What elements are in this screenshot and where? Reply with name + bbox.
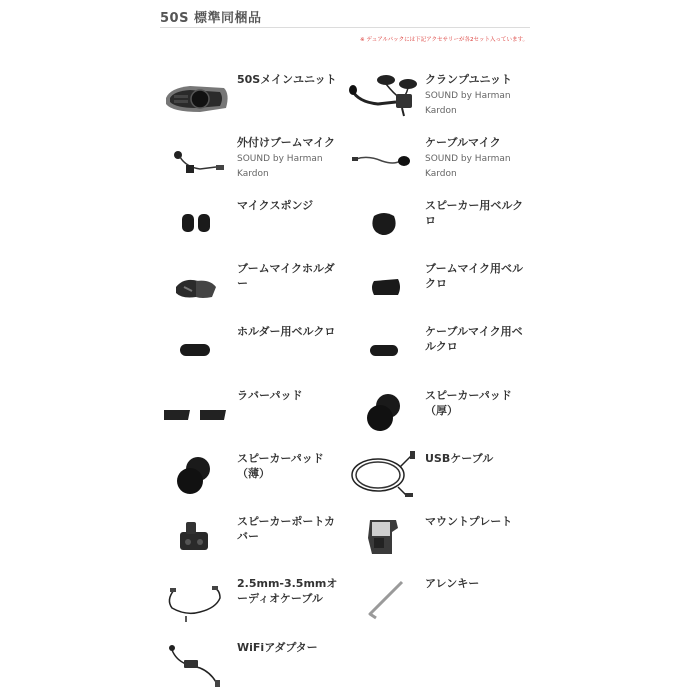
rubber-pad-icon: [160, 384, 232, 446]
item-speaker-pad-thick: [348, 384, 538, 446]
item-name: 外付けブームマイク: [237, 136, 336, 149]
item-rubber-pad: [160, 384, 350, 446]
item-main-unit: [160, 68, 350, 130]
title-divider: [160, 27, 530, 28]
cable-mic-icon: [348, 131, 420, 193]
item-cable-mic-velcro: [348, 320, 538, 382]
item-name: マウントプレート: [425, 515, 513, 528]
item-name: ブームマイクホルダー: [237, 262, 335, 290]
item-audio-cable: [160, 572, 350, 634]
item-cable-mic: [348, 131, 538, 193]
item-name: スピーカーポートカバー: [237, 515, 336, 543]
item-name: ホルダー用ベルクロ: [237, 325, 336, 338]
item-boom-mic-velcro: [348, 257, 538, 319]
audio-cable-icon: [160, 572, 232, 634]
page-title: 50S 標準同梱品: [160, 11, 262, 26]
item-wifi-adapter: [160, 636, 350, 698]
item-name: ブームマイク用ベルクロ: [425, 262, 524, 290]
item-mic-sponge: [160, 194, 350, 256]
speaker-pad-thick-icon: [348, 384, 420, 446]
boom-mic-velcro-icon: [348, 257, 420, 319]
item-name: スピーカーパッド（厚）: [425, 389, 512, 417]
mic-sponge-icon: [160, 194, 232, 256]
item-usb-cable: [348, 447, 538, 509]
item-name: ケーブルマイク: [425, 136, 501, 149]
item-boom-mic-holder: [160, 257, 350, 319]
main-unit-icon: [160, 68, 232, 130]
clamp-unit-icon: [348, 68, 420, 130]
speaker-velcro-icon: [348, 194, 420, 256]
cable-mic-velcro-icon: [348, 320, 420, 382]
item-name: マイクスポンジ: [237, 199, 314, 212]
item-boom-mic: [160, 131, 350, 193]
item-mount-plate: [348, 510, 538, 572]
speaker-pad-thin-icon: [160, 447, 232, 509]
allen-key-icon: [348, 572, 420, 634]
mount-plate-icon: [348, 510, 420, 572]
item-clamp-unit: [348, 68, 538, 130]
item-subtitle: SOUND by Harman Kardon: [425, 91, 511, 116]
item-name: USBケーブル: [425, 452, 494, 465]
holder-velcro-icon: [160, 320, 232, 382]
item-allen-key: [348, 572, 538, 634]
boom-mic-holder-icon: [160, 257, 232, 319]
item-subtitle: SOUND by Harman Kardon: [237, 154, 323, 179]
wifi-adapter-icon: [160, 636, 232, 698]
boom-mic-icon: [160, 131, 232, 193]
item-name: アレンキー: [425, 577, 480, 590]
item-subtitle: SOUND by Harman Kardon: [425, 154, 511, 179]
dual-pack-note: ※ デュアルパックには下記アクセサリーが各2セット入っています。: [360, 37, 528, 43]
item-name: WiFiアダプター: [237, 641, 318, 654]
item-name: ラバーパッド: [237, 389, 303, 402]
usb-cable-icon: [348, 447, 420, 509]
item-name: 2.5mm-3.5mmオーディオケーブル: [237, 577, 338, 605]
item-holder-velcro: [160, 320, 350, 382]
item-name: スピーカーパッド（薄）: [237, 452, 324, 480]
item-name: スピーカー用ベルクロ: [425, 199, 524, 227]
item-speaker-velcro: [348, 194, 538, 256]
item-name: ケーブルマイク用ベルクロ: [425, 325, 523, 353]
item-speaker-port-cover: [160, 510, 350, 572]
speaker-port-cover-icon: [160, 510, 232, 572]
item-name: 50Sメインユニット: [237, 73, 337, 86]
item-speaker-pad-thin: [160, 447, 350, 509]
item-name: クランプユニット: [425, 73, 513, 86]
